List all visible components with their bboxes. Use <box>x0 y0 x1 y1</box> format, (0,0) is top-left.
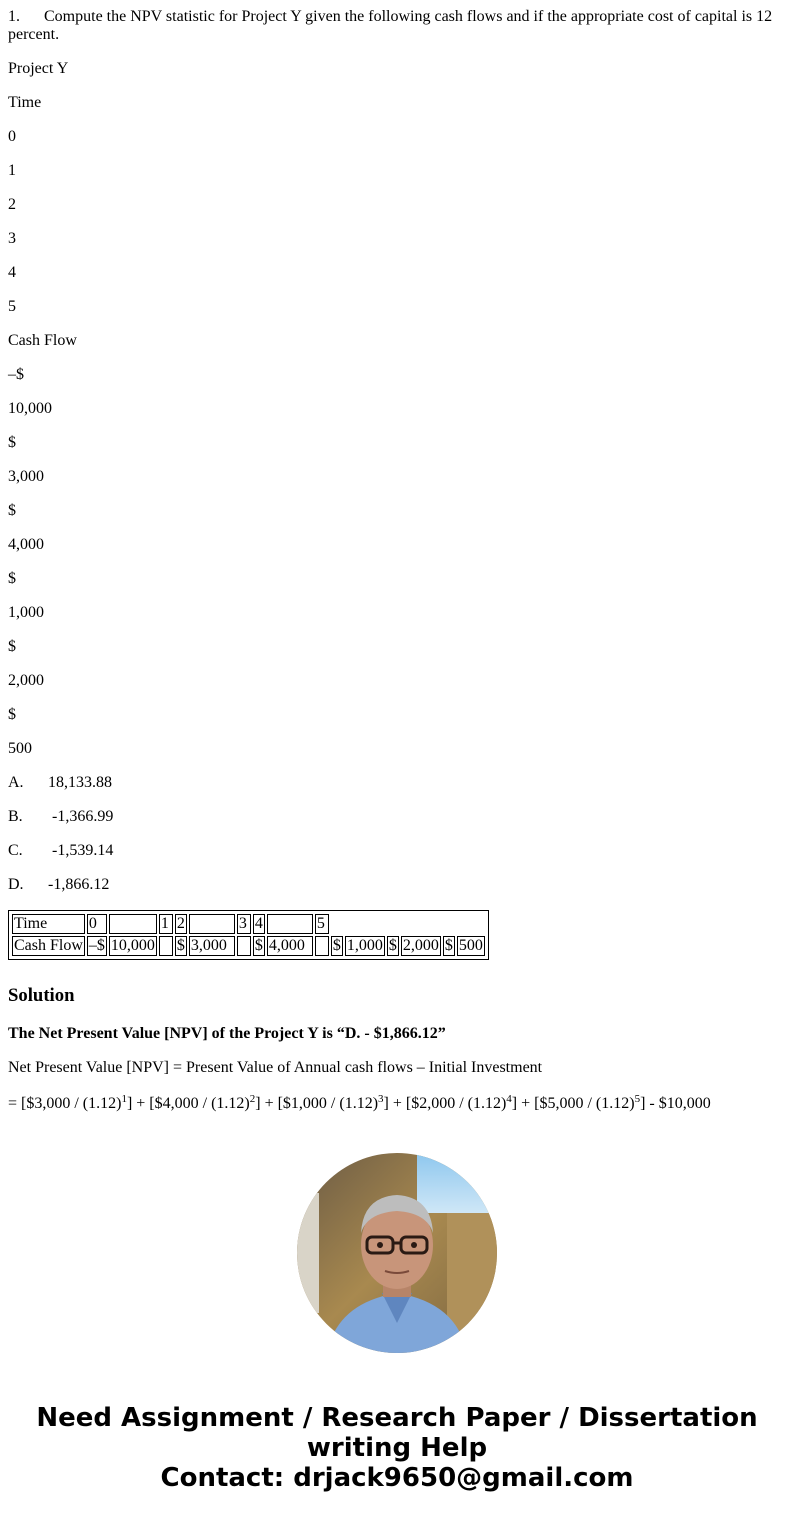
promo-line-2: writing Help <box>306 1433 488 1463</box>
cash-flow-item: 3,000 <box>8 468 44 485</box>
table-cell: 4,000 <box>267 936 313 956</box>
choice-value: -1,539.14 <box>48 842 114 859</box>
time-period: 0 <box>8 128 16 145</box>
table-cell <box>267 914 313 934</box>
table-cell: $ <box>176 937 185 954</box>
choice-label: A. <box>8 774 24 791</box>
cash-flow-item: –$ <box>8 366 24 383</box>
table-cell: 10,000 <box>110 937 155 954</box>
solution-answer: The Net Present Value [NPV] of the Project Y is “D. - $1,866.12” <box>8 1025 446 1042</box>
formula-part: ] - $10,000 <box>640 1095 711 1112</box>
table-cell <box>189 914 235 934</box>
time-label: Time <box>8 94 42 111</box>
cash-flow-item: $ <box>8 570 16 587</box>
table-cell: 2 <box>176 915 185 932</box>
table-cell <box>237 936 251 956</box>
choice-value: -1,866.12 <box>48 876 110 893</box>
cash-flow-item: 4,000 <box>8 536 44 553</box>
question-text <box>8 8 784 44</box>
time-period: 5 <box>8 298 16 315</box>
cash-flow-item: $ <box>8 638 16 655</box>
cash-flow-item: 1,000 <box>8 604 44 621</box>
formula-exponent: 2 <box>249 1093 256 1105</box>
cash-flow-table <box>8 910 489 960</box>
table-cell: 4 <box>254 915 263 932</box>
table-cell: 3 <box>237 914 251 934</box>
table-cell: $ <box>388 937 397 954</box>
table-cell: Time <box>12 914 85 934</box>
formula-part: = [$3,000 / (1.12) <box>8 1095 122 1112</box>
cash-flow-item: 500 <box>8 740 32 757</box>
table-cell: 1,000 <box>346 937 383 954</box>
time-period: 3 <box>8 230 16 247</box>
table-cell: 500 <box>458 937 483 954</box>
cash-flow-label: Cash Flow <box>8 332 77 349</box>
time-period: 2 <box>8 196 16 213</box>
formula-exponent: 1 <box>121 1093 127 1105</box>
cash-flow-item: $ <box>8 502 16 519</box>
npv-formula <box>8 1093 711 1115</box>
solution-heading: Solution <box>8 985 75 1006</box>
choice-value: 18,133.88 <box>48 774 112 791</box>
time-period: 1 <box>8 162 16 179</box>
table-cell: –$ <box>88 937 105 954</box>
table-cell: 1 <box>159 914 173 934</box>
choice-label: D. <box>8 876 24 893</box>
formula-exponent: 3 <box>378 1093 384 1105</box>
formula-part: ] + [$1,000 / (1.12) <box>255 1095 379 1112</box>
document-body <box>8 8 784 894</box>
table-cell: 2,000 <box>402 937 439 954</box>
formula-exponent: 4 <box>506 1093 512 1105</box>
promo-contact: Contact: drjack9650@gmail.com <box>160 1463 634 1493</box>
answer-choice <box>8 842 784 860</box>
question-body: Compute the NPV statistic for Project Y given the following cash flows and if the appropriate cost of capital is 12 percent. <box>8 8 773 43</box>
table-cell <box>315 936 329 956</box>
table-cell: 5 <box>315 914 329 934</box>
table-cell: 3,000 <box>189 936 235 956</box>
answer-choice <box>8 774 784 792</box>
project-label: Project Y <box>8 60 69 77</box>
npv-definition: Net Present Value [NPV] = Present Value of Annual cash flows – Initial Investment <box>8 1059 543 1076</box>
choice-label: B. <box>8 808 23 825</box>
answer-choice <box>8 808 784 826</box>
table-row-cash-flow <box>12 936 485 956</box>
cash-flow-list <box>8 350 784 774</box>
table-cell: $ <box>332 937 341 954</box>
table-cell: 0 <box>87 914 107 934</box>
formula-part: ] + [$4,000 / (1.12) <box>126 1095 250 1112</box>
table-row-time <box>12 914 485 934</box>
author-avatar <box>297 1153 497 1353</box>
cash-flow-item: 2,000 <box>8 672 44 689</box>
formula-part: ] + [$2,000 / (1.12) <box>383 1095 507 1112</box>
question-number: 1. <box>8 8 20 25</box>
promo-banner <box>0 1403 794 1493</box>
formula-part: ] + [$5,000 / (1.12) <box>511 1095 635 1112</box>
cash-flow-item: $ <box>8 706 16 723</box>
table-cell <box>109 914 157 934</box>
promo-line-1: Need Assignment / Research Paper / Dissertation <box>36 1403 758 1433</box>
time-list <box>8 112 784 332</box>
formula-exponent: 5 <box>634 1093 641 1105</box>
table-cell <box>159 936 173 956</box>
choice-value: -1,366.99 <box>48 808 114 825</box>
table-cell: $ <box>254 937 263 954</box>
cash-flow-item: 10,000 <box>8 400 52 417</box>
time-period: 4 <box>8 264 16 281</box>
choice-label: C. <box>8 842 23 859</box>
cash-flow-item: $ <box>8 434 16 451</box>
author-portrait-image <box>297 1153 497 1353</box>
table-cell: $ <box>444 937 453 954</box>
table-cell: Cash Flow <box>14 937 83 954</box>
answer-choices <box>8 774 784 894</box>
answer-choice <box>8 876 784 894</box>
